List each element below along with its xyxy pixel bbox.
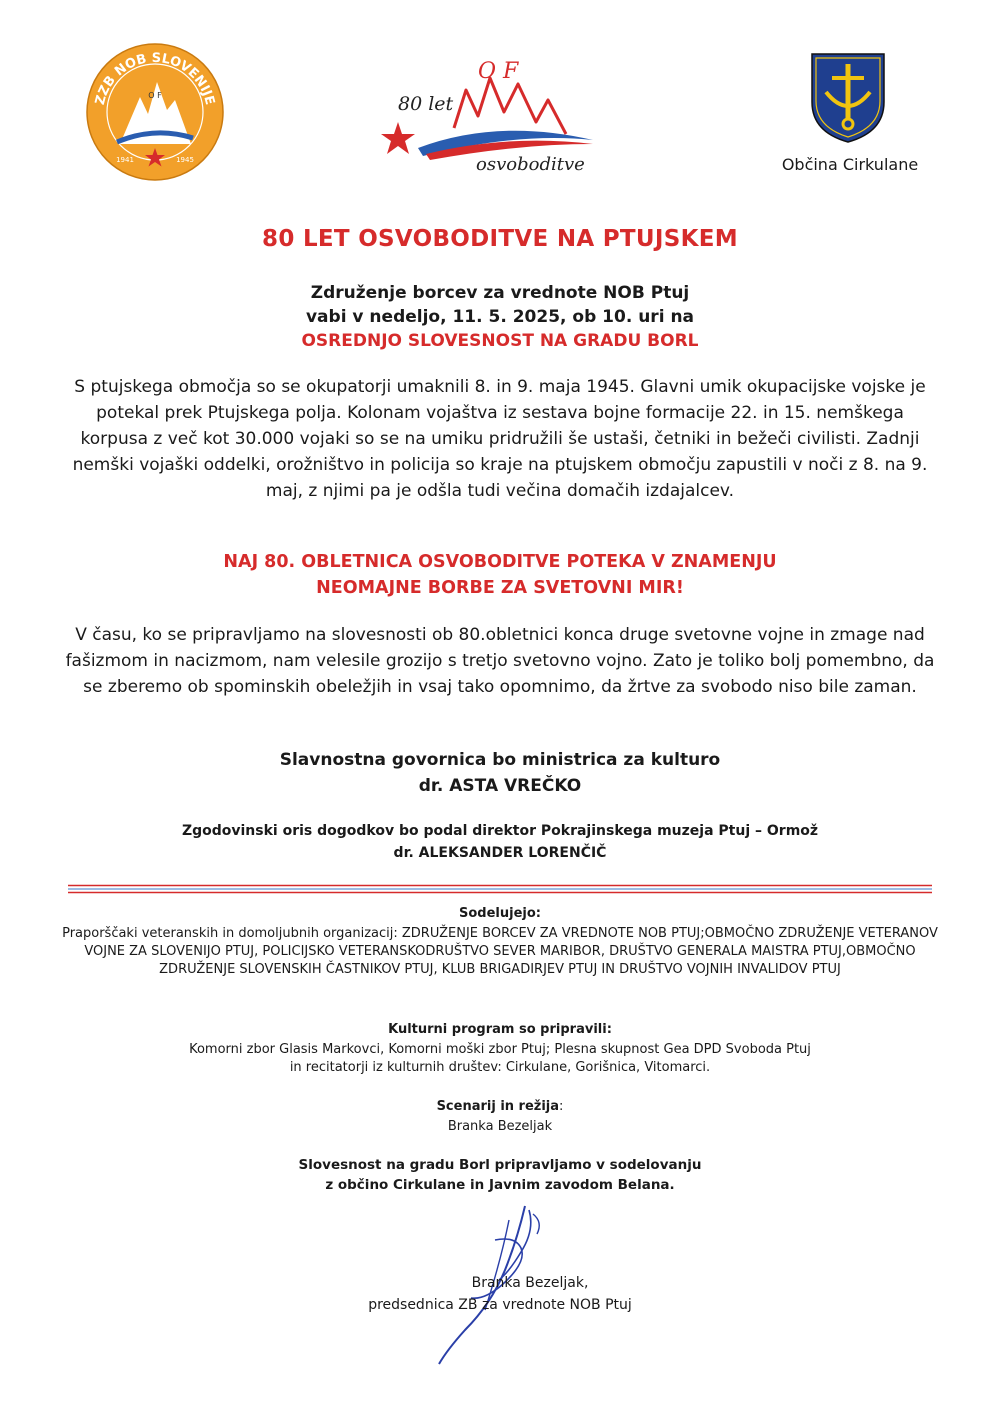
cooperation-line-1: Slovesnost na gradu Borl pripravljamo v sodelovanju xyxy=(298,1157,702,1173)
cooperation-line-2: z občino Cirkulane in Javnim zavodom Belana. xyxy=(325,1177,675,1193)
historian-intro: Zgodovinski oris dogodkov bo podal direktor Pokrajinskega muzeja Ptuj – Ormož xyxy=(181,823,819,839)
cultural-section xyxy=(60,1021,940,1077)
cultural-heading: Kulturni program so pripravili: xyxy=(388,1022,612,1037)
page-title: 80 LET OSVOBODITVE NA PTUJSKEM xyxy=(262,226,738,252)
speaker-name: dr. ASTA VREČKO xyxy=(418,776,582,796)
intro-paragraph: S ptujskega območja so se okupatorji umaknili 8. in 9. maja 1945. Glavni umik okupacijske vojske je potekal prek Ptujskega polja. Kolonam vojaštva iz sestava bojne formacije 22. in 15. nemškega korpusa z več kot 30.000 vojaki so se na umiku pridružili še ustaši, četniki in bežeči civilisti. Zadnji nemški vojaški oddelki, orožništvo in policija so kraje na ptujskem območju zapustili v noči z 8. na 9. maj, z njimi pa je odšla tudi večina domačih izdajalcev. xyxy=(72,377,928,501)
signoff-name: Branka Bezeljak, xyxy=(471,1275,589,1291)
signoff-block xyxy=(0,1272,1000,1316)
speaker-intro: Slavnostna govornica bo ministrica za kulturo xyxy=(279,750,721,770)
slogan xyxy=(0,549,1000,601)
zzb-year-start: 1941 xyxy=(116,156,134,164)
organizer-block xyxy=(0,281,1000,353)
historian-name: dr. ALEKSANDER LORENČIČ xyxy=(393,845,607,861)
tricolor-divider xyxy=(68,884,932,894)
partners-section xyxy=(60,905,940,979)
zzb-year-end: 1945 xyxy=(176,156,194,164)
logo-80-let-text: 80 let xyxy=(398,93,454,115)
slogan-line-1: NAJ 80. OBLETNICA OSVOBODITVE POTEKA V ZNAMENJU xyxy=(223,552,777,572)
direction-section xyxy=(60,1098,940,1136)
zzb-of-letters: O F xyxy=(148,91,162,100)
direction-colon: : xyxy=(559,1099,564,1114)
organizer-name: Združenje borcev za vrednote NOB Ptuj xyxy=(310,283,690,303)
logo-osvoboditve-text: osvoboditve xyxy=(476,154,585,175)
signoff-role: predsednica ZB za vrednote NOB Ptuj xyxy=(368,1297,632,1313)
direction-heading: Scenarij in režija xyxy=(436,1099,560,1114)
logo-of-letters: O F xyxy=(478,59,519,84)
cirkulane-crest-logo xyxy=(808,50,888,145)
partners-heading: Sodelujejo: xyxy=(459,906,541,921)
zzb-nob-slovenije-logo xyxy=(85,42,225,182)
director-name: Branka Bezeljak xyxy=(447,1119,553,1134)
event-date-line: vabi v nedeljo, 11. 5. 2025, ob 10. uri na xyxy=(305,307,695,327)
cooperation-note xyxy=(0,1155,1000,1195)
event-name: OSREDNJO SLOVESNOST NA GRADU BORL xyxy=(301,331,699,351)
speaker-block xyxy=(0,747,1000,799)
slogan-line-2: NEOMAJNE BORBE ZA SVETOVNI MIR! xyxy=(316,578,684,598)
zzb-arc-text: ZZB NOB SLOVENIJE xyxy=(92,50,218,107)
80-let-osvoboditve-logo xyxy=(378,48,608,178)
cultural-line-1: Komorni zbor Glasis Markovci, Komorni moški zbor Ptuj; Plesna skupnost Gea DPD Svoboda Ptuj xyxy=(189,1042,811,1057)
partners-text: Praporščaki veteranskih in domoljubnih organizacij: ZDRUŽENJE BORCEV ZA VREDNOTE NOB PTUJ;OBMOČNO ZDRUŽENJE VETERANOV VOJNE ZA SLOVENIJO PTUJ, POLICIJSKO VETERANSKODRUŠTVO SEVER MARIBOR, DRUŠTVO GENERALA MAISTRA PTUJ,OBMOČNO ZDRUŽENJE SLOVENSKIH ČASTNIKOV PTUJ, KLUB BRIGADIRJEV PTUJ IN DRUŠTVO VOJNIH INVALIDOV PTUJ xyxy=(62,926,938,977)
second-paragraph: V času, ko se pripravljamo na slovesnosti ob 80.obletnici konca druge svetovne vojne in zmage nad fašizmom in nacizmom, nam velesile grozijo s tretjo svetovno vojno. Zato je toliko bolj pomembno, da se zberemo ob spominskih obeležjih in vsaj tako opomnimo, da žrtve za svobodo niso bile zaman. xyxy=(65,625,935,697)
municipality-label: Občina Cirkulane xyxy=(781,155,919,174)
historian-block xyxy=(0,820,1000,864)
cultural-line-2: in recitatorji iz kulturnih društev: Cirkulane, Gorišnica, Vitomarci. xyxy=(289,1060,711,1075)
